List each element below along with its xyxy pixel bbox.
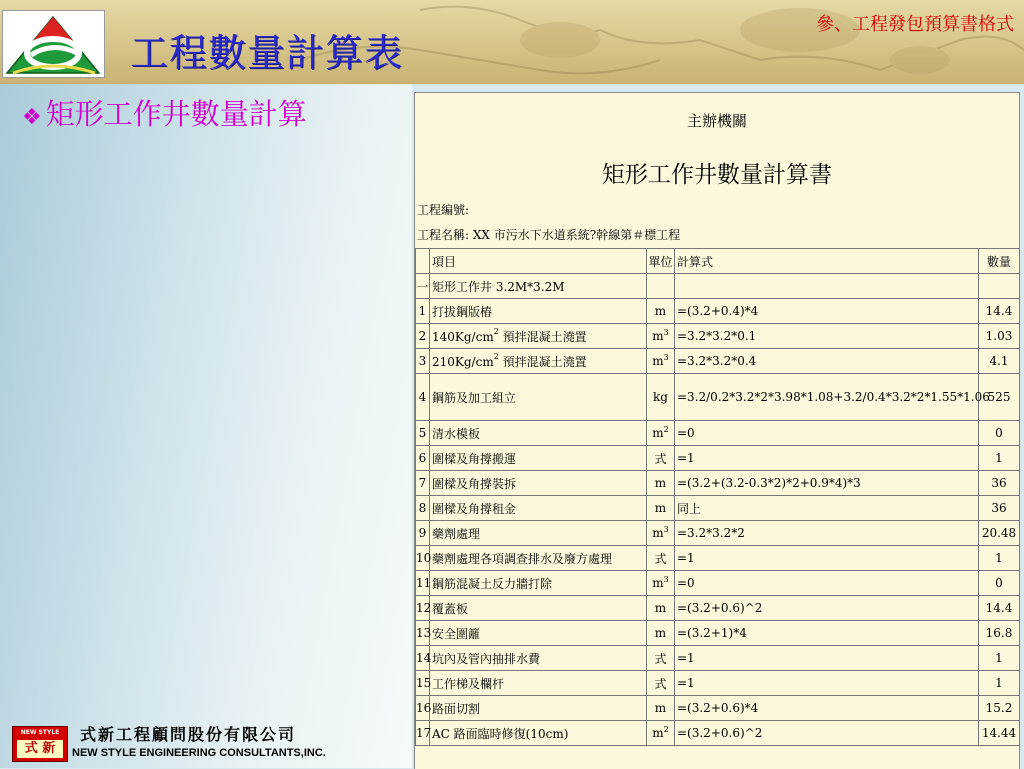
row-formula-text: =1 [677,676,695,690]
row-quantity-text: 525 [987,390,1011,404]
row-formula [675,646,979,671]
row-unit-text: m [652,726,664,740]
row-formula [675,374,990,421]
row-quantity [979,324,1020,349]
row-formula-text: =(3.2+0.6)^2 [677,601,763,615]
row-number-text: 1 [418,304,427,318]
row-formula-text: =1 [677,651,695,665]
row-quantity [979,696,1020,721]
company-logo [2,10,105,78]
row-formula-text: =3.2*3.2*2 [677,526,745,540]
row-item-text: 圍樑及角撐裝拆 [432,476,517,491]
row-number [416,671,430,696]
row-unit [647,521,675,546]
row-item [430,696,647,721]
row-formula [675,324,979,349]
subtitle-text: 矩形工作井數量計算 [45,97,307,131]
row-formula-text: =(3.2+(3.2-0.3*2)*2+0.9*4)*3 [677,476,861,490]
row-item [430,299,647,324]
row-quantity [979,349,1020,374]
row-quantity-text: 1 [995,451,1003,465]
row-item-text: 藥劑處理各項調查排水及廢方處理 [432,551,613,566]
row-number [416,721,430,746]
project-number-label: 工程編號: [417,203,470,217]
table-row [416,546,1020,571]
row-formula [675,349,979,374]
row-unit [647,446,675,471]
row-quantity-text: 1.03 [985,329,1013,343]
table-row [416,696,1020,721]
row-quantity-text: 15.2 [985,701,1013,715]
table-row [416,324,1020,349]
row-item [430,521,647,546]
row-quantity [979,446,1020,471]
col-item-header: 項目 [430,249,647,274]
row-item-text: 路面切割 [432,701,481,716]
row-formula-text: =3.2*3.2*0.4 [677,354,757,368]
row-item [430,571,647,596]
table-row [416,721,1020,746]
row-number [416,446,430,471]
row-unit-superscript: 3 [663,328,669,337]
row-number-text: 7 [418,476,427,490]
row-quantity-text: 1 [995,676,1003,690]
row-quantity [979,621,1020,646]
row-item [430,421,647,446]
row-unit [647,374,675,421]
row-unit-text: m [654,626,667,640]
row-item-text: 覆蓋板 [432,601,469,616]
row-quantity-text: 20.48 [981,526,1017,540]
row-formula [675,496,979,521]
row-number-text: 17 [416,726,432,740]
row-quantity [979,421,1020,446]
row-item [430,596,647,621]
row-unit-text: kg [653,390,668,404]
table-row [416,299,1020,324]
group-item: 矩形工作井 3.2M*3.2M [430,274,647,299]
slide-header [0,0,1024,84]
row-item [430,671,647,696]
col-unit-header: 單位 [647,249,675,274]
row-quantity-text: 16.8 [985,626,1013,640]
row-item-text: 圍樑及角撐搬運 [432,451,517,466]
table-row [416,349,1020,374]
row-quantity-text: 36 [991,501,1007,515]
col-no-header [416,249,430,274]
page-title: 工程數量計算表 [130,31,404,75]
row-number-text: 9 [418,526,427,540]
row-formula-text: =3.2*3.2*0.1 [677,329,757,343]
table-row [416,446,1020,471]
row-item-text: 鋼筋混凝土反力牆打除 [432,576,553,591]
table-row [416,374,1020,421]
diamond-bullet-icon: ❖ [22,105,42,130]
row-formula-text: =(3.2+0.6)*4 [677,701,759,715]
group-unit [647,274,675,299]
row-unit-superscript: 3 [663,353,669,362]
row-unit-superscript: 2 [663,425,669,434]
row-item-superscript: 2 [493,351,499,361]
row-item [430,721,647,746]
row-formula [675,721,979,746]
row-unit-text: m [654,476,667,490]
row-quantity [979,571,1020,596]
row-number [416,646,430,671]
row-unit-text: m [652,329,664,343]
row-item-text: 坑內及管內抽排水費 [432,651,541,666]
row-formula [675,571,979,596]
row-item-text: 安全圍籬 [432,626,481,641]
row-unit [647,621,675,646]
row-item [430,349,647,374]
row-formula [675,621,979,646]
row-unit [647,496,675,521]
row-unit-text: m [654,304,667,318]
row-unit-text: 式 [654,551,667,566]
row-item [430,621,647,646]
row-unit [647,299,675,324]
row-unit [647,471,675,496]
row-number [416,496,430,521]
row-quantity-text: 36 [991,476,1007,490]
row-item-text: 工作梯及欄杆 [432,676,505,691]
row-formula [675,596,979,621]
row-formula-text: =0 [677,426,695,440]
row-unit [647,571,675,596]
row-quantity-text: 0 [995,426,1003,440]
row-unit [647,596,675,621]
row-formula-text: =3.2/0.2*3.2*2*3.98*1.08+3.2/0.4*3.2*2*1.55*1.06 [677,390,990,404]
row-unit [647,421,675,446]
row-formula-text: 同上 [677,501,702,516]
table-row [416,421,1020,446]
row-quantity [979,546,1020,571]
row-formula-text: =1 [677,451,695,465]
row-number-text: 2 [418,329,427,343]
row-formula [675,421,979,446]
row-item-text: 圍樑及角撐租金 [432,501,517,516]
row-unit-text: m [652,526,664,540]
row-number [416,421,430,446]
row-quantity [979,521,1020,546]
col-formula-header: 計算式 [675,249,979,274]
row-number-text: 13 [416,626,432,640]
col-qty-header: 數量 [979,249,1020,274]
row-number-text: 4 [418,390,427,404]
row-number-text: 8 [418,501,427,515]
row-quantity-text: 4.1 [989,354,1009,368]
row-number-text: 5 [418,426,427,440]
table-row [416,671,1020,696]
table-row [416,521,1020,546]
row-formula [675,546,979,571]
row-number-text: 16 [416,701,432,715]
row-number [416,374,430,421]
company-name-chinese: 式新工程顧問股份有限公司 [80,725,297,744]
group-no: 一 [416,274,430,299]
slide-subtitle [22,92,307,133]
row-unit [647,546,675,571]
row-quantity-text: 14.4 [985,304,1013,318]
row-unit-text: 式 [654,451,667,466]
row-number-text: 10 [416,551,432,565]
row-number-text: 15 [416,676,432,690]
row-number [416,521,430,546]
row-item [430,646,647,671]
row-quantity [979,646,1020,671]
table-row [416,646,1020,671]
table-row [416,596,1020,621]
row-item-text: 210Kg/cm [432,354,494,369]
row-item-text: AC 路面臨時修復(10cm) [432,726,569,741]
row-item-text: 清水模板 [432,426,481,441]
row-unit [647,721,675,746]
badge-top-text: NEW STYLE [20,729,60,736]
table-row [416,571,1020,596]
row-unit-superscript: 3 [663,525,669,534]
row-item [430,496,647,521]
row-formula-text: =0 [677,576,695,590]
row-unit-text: m [654,501,667,515]
row-formula [675,299,979,324]
row-unit-text: 式 [654,651,667,666]
row-item [430,471,647,496]
row-item-text: 藥劑處理 [432,526,481,541]
row-formula [675,521,979,546]
row-formula [675,446,979,471]
row-quantity [979,596,1020,621]
row-unit [647,671,675,696]
row-item [430,374,647,421]
row-unit [647,646,675,671]
row-quantity-text: 1 [995,551,1003,565]
row-unit [647,696,675,721]
table-row [416,471,1020,496]
badge-main-text: 式 新 [17,740,63,758]
row-item-text-rest: 預拌混凝土澆置 [498,354,587,369]
row-unit-text: 式 [654,676,667,691]
section-tag: 參、工程發包預算書格式 [816,14,1014,35]
row-unit-text: m [652,576,664,590]
row-number [416,621,430,646]
row-formula-text: =(3.2+1)*4 [677,626,747,640]
row-number-text: 14 [416,651,432,665]
row-quantity [979,299,1020,324]
sheet-title: 矩形工作井數量計算書 [602,162,832,188]
row-number [416,696,430,721]
row-number-text: 12 [416,601,432,615]
row-unit [647,349,675,374]
row-number [416,546,430,571]
row-formula [675,471,979,496]
row-number [416,299,430,324]
row-number [416,571,430,596]
row-formula-text: =(3.2+0.4)*4 [677,304,759,318]
table-row [416,496,1020,521]
row-number [416,324,430,349]
row-unit-superscript: 2 [663,725,669,734]
row-unit-superscript: 3 [663,575,669,584]
row-number-text: 6 [418,451,427,465]
row-item-text-rest: 預拌混凝土澆置 [498,329,587,344]
row-number-text: 11 [416,576,432,590]
row-number [416,349,430,374]
slide-left-panel [0,84,412,768]
row-item-text: 鋼筋及加工組立 [432,390,517,405]
row-formula-text: =1 [677,551,695,565]
row-item-text: 打拔鋼版樁 [432,304,493,319]
row-unit-text: m [654,701,667,715]
row-unit-text: m [652,354,664,368]
row-unit-text: m [654,601,667,615]
row-item-text: 140Kg/cm [432,329,494,344]
table-header-row [416,249,1020,274]
company-footer [10,722,330,768]
row-item [430,324,647,349]
new-style-badge-logo [12,726,68,762]
row-quantity [979,721,1020,746]
row-formula [675,671,979,696]
row-quantity [979,471,1020,496]
group-formula [675,274,979,299]
quantity-table [415,248,1020,746]
row-unit-text: m [652,426,664,440]
calculation-sheet [414,92,1020,769]
row-quantity [979,671,1020,696]
row-quantity [979,496,1020,521]
table-row [416,621,1020,646]
company-name-english: NEW STYLE ENGINEERING CONSULTANTS,INC. [72,747,326,759]
row-unit [647,324,675,349]
row-formula [675,696,979,721]
sheet-organization: 主辦機關 [686,112,747,130]
group-row [416,274,1020,299]
row-item [430,546,647,571]
row-number [416,471,430,496]
row-number-text: 3 [418,354,427,368]
row-formula-text: =(3.2+0.6)^2 [677,726,763,740]
row-item [430,446,647,471]
row-quantity-text: 14.4 [985,601,1013,615]
project-name: 工程名稱: XX 市污水下水道系統?幹線第＃標工程 [417,228,681,242]
row-number [416,596,430,621]
row-quantity-text: 0 [995,576,1003,590]
row-quantity-text: 1 [995,651,1003,665]
group-qty [979,274,1020,299]
row-quantity-text: 14.44 [981,726,1017,740]
row-item-superscript: 2 [493,326,499,336]
